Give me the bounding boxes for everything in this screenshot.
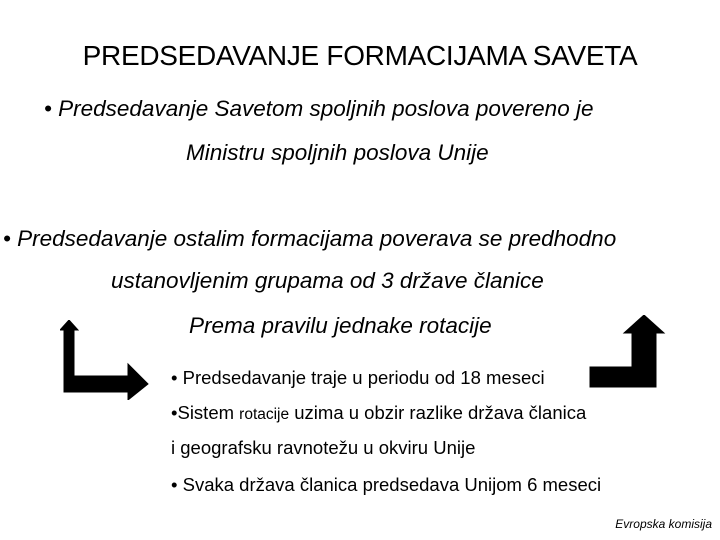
sub-bullet-rotation-suffix: uzima u obzir razlike država članica (289, 402, 587, 423)
rotation-rule: Prema pravilu jednake rotacije (189, 313, 492, 338)
sub-bullet-rotation-system (171, 402, 586, 424)
bullet-1-line-2: Ministru spoljnih poslova Unije (186, 140, 489, 165)
bullet-2-line-2: ustanovljenim grupama od 3 države članice (111, 268, 544, 293)
turn-up-arrow-icon (588, 315, 668, 395)
bullet-1-line-1: • Predsedavanje Savetom spoljnih poslova povereno je (44, 96, 594, 121)
slide-title: PREDSEDAVANJE FORMACIJAMA SAVETA (82, 40, 638, 71)
sub-bullet-six-months: • Svaka država članica predsedava Unijom 6 meseci (171, 474, 602, 495)
turn-right-arrow-icon (60, 320, 150, 400)
sub-bullet-rotation-word: rotacije (239, 406, 290, 423)
sub-bullet-rotation-prefix: •Sistem (171, 402, 240, 423)
sub-bullet-duration: • Predsedavanje traje u periodu od 18 meseci (171, 367, 545, 388)
bullet-2-line-1: • Predsedavanje ostalim formacijama poverava se predhodno (3, 226, 617, 251)
footer-source: Evropska komisija (615, 517, 712, 531)
sub-bullet-geography: i geografsku ravnotežu u okviru Unije (171, 437, 476, 458)
